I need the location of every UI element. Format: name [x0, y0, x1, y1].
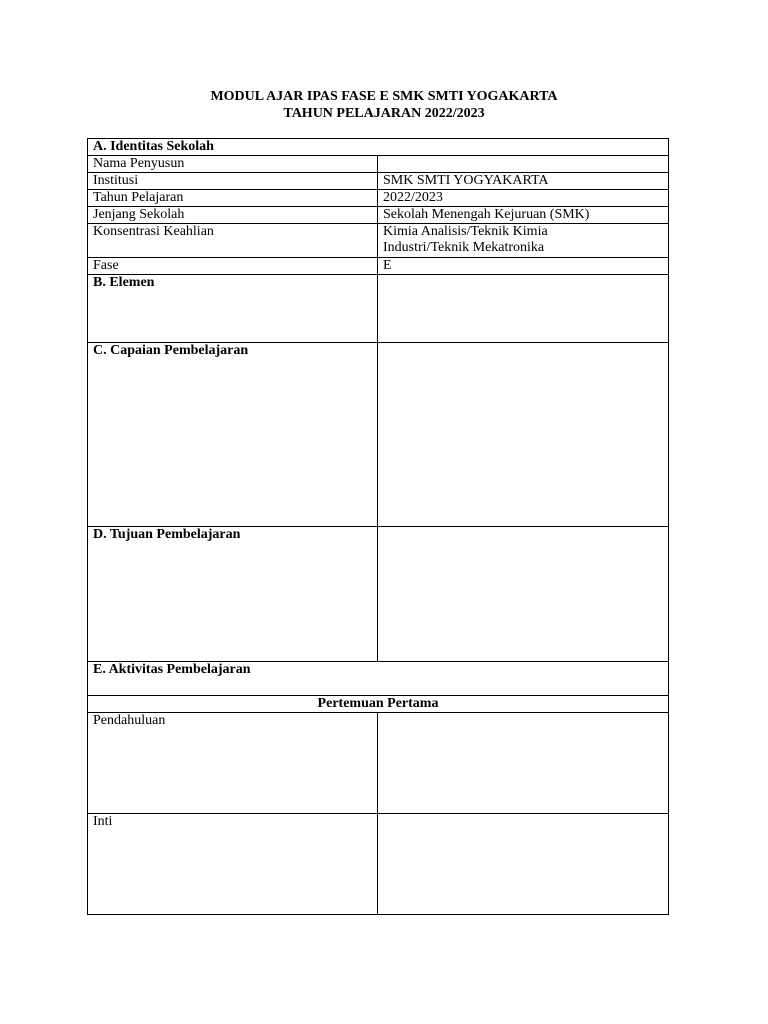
fase-label: Fase — [88, 258, 378, 275]
section-identitas-header: A. Identitas Sekolah — [88, 139, 669, 156]
konsentrasi-keahlian-value-line1: Kimia Analisis/Teknik Kimia — [383, 224, 548, 239]
section-aktivitas-header: E. Aktivitas Pembelajaran — [88, 662, 669, 696]
inti-label: Inti — [88, 814, 378, 915]
tahun-pelajaran-value: 2022/2023 — [378, 190, 669, 207]
konsentrasi-keahlian-value-line2: Industri/Teknik Mekatronika — [383, 240, 545, 255]
fase-value: E — [378, 258, 669, 275]
section-tujuan-header: D. Tujuan Pembelajaran — [88, 527, 378, 662]
nama-penyusun-label: Nama Penyusun — [88, 156, 378, 173]
jenjang-sekolah-value: Sekolah Menengah Kejuruan (SMK) — [378, 207, 669, 224]
section-capaian-header: C. Capaian Pembelajaran — [88, 343, 378, 527]
nama-penyusun-value — [378, 156, 669, 173]
konsentrasi-keahlian-value — [378, 224, 669, 258]
module-table — [87, 138, 669, 915]
institusi-value: SMK SMTI YOGYAKARTA — [378, 173, 669, 190]
pendahuluan-content — [378, 713, 669, 814]
tahun-pelajaran-label: Tahun Pelajaran — [88, 190, 378, 207]
konsentrasi-keahlian-label: Konsentrasi Keahlian — [88, 224, 378, 258]
pertemuan-pertama-header: Pertemuan Pertama — [88, 696, 669, 713]
pendahuluan-label: Pendahuluan — [88, 713, 378, 814]
document-title: MODUL AJAR IPAS FASE E SMK SMTI YOGAKARTA — [210, 89, 558, 104]
tujuan-content — [378, 527, 669, 662]
capaian-content — [378, 343, 669, 527]
section-elemen-header: B. Elemen — [88, 275, 378, 343]
elemen-content — [378, 275, 669, 343]
institusi-label: Institusi — [88, 173, 378, 190]
jenjang-sekolah-label: Jenjang Sekolah — [88, 207, 378, 224]
inti-content — [378, 814, 669, 915]
document-subtitle: TAHUN PELAJARAN 2022/2023 — [283, 106, 485, 121]
